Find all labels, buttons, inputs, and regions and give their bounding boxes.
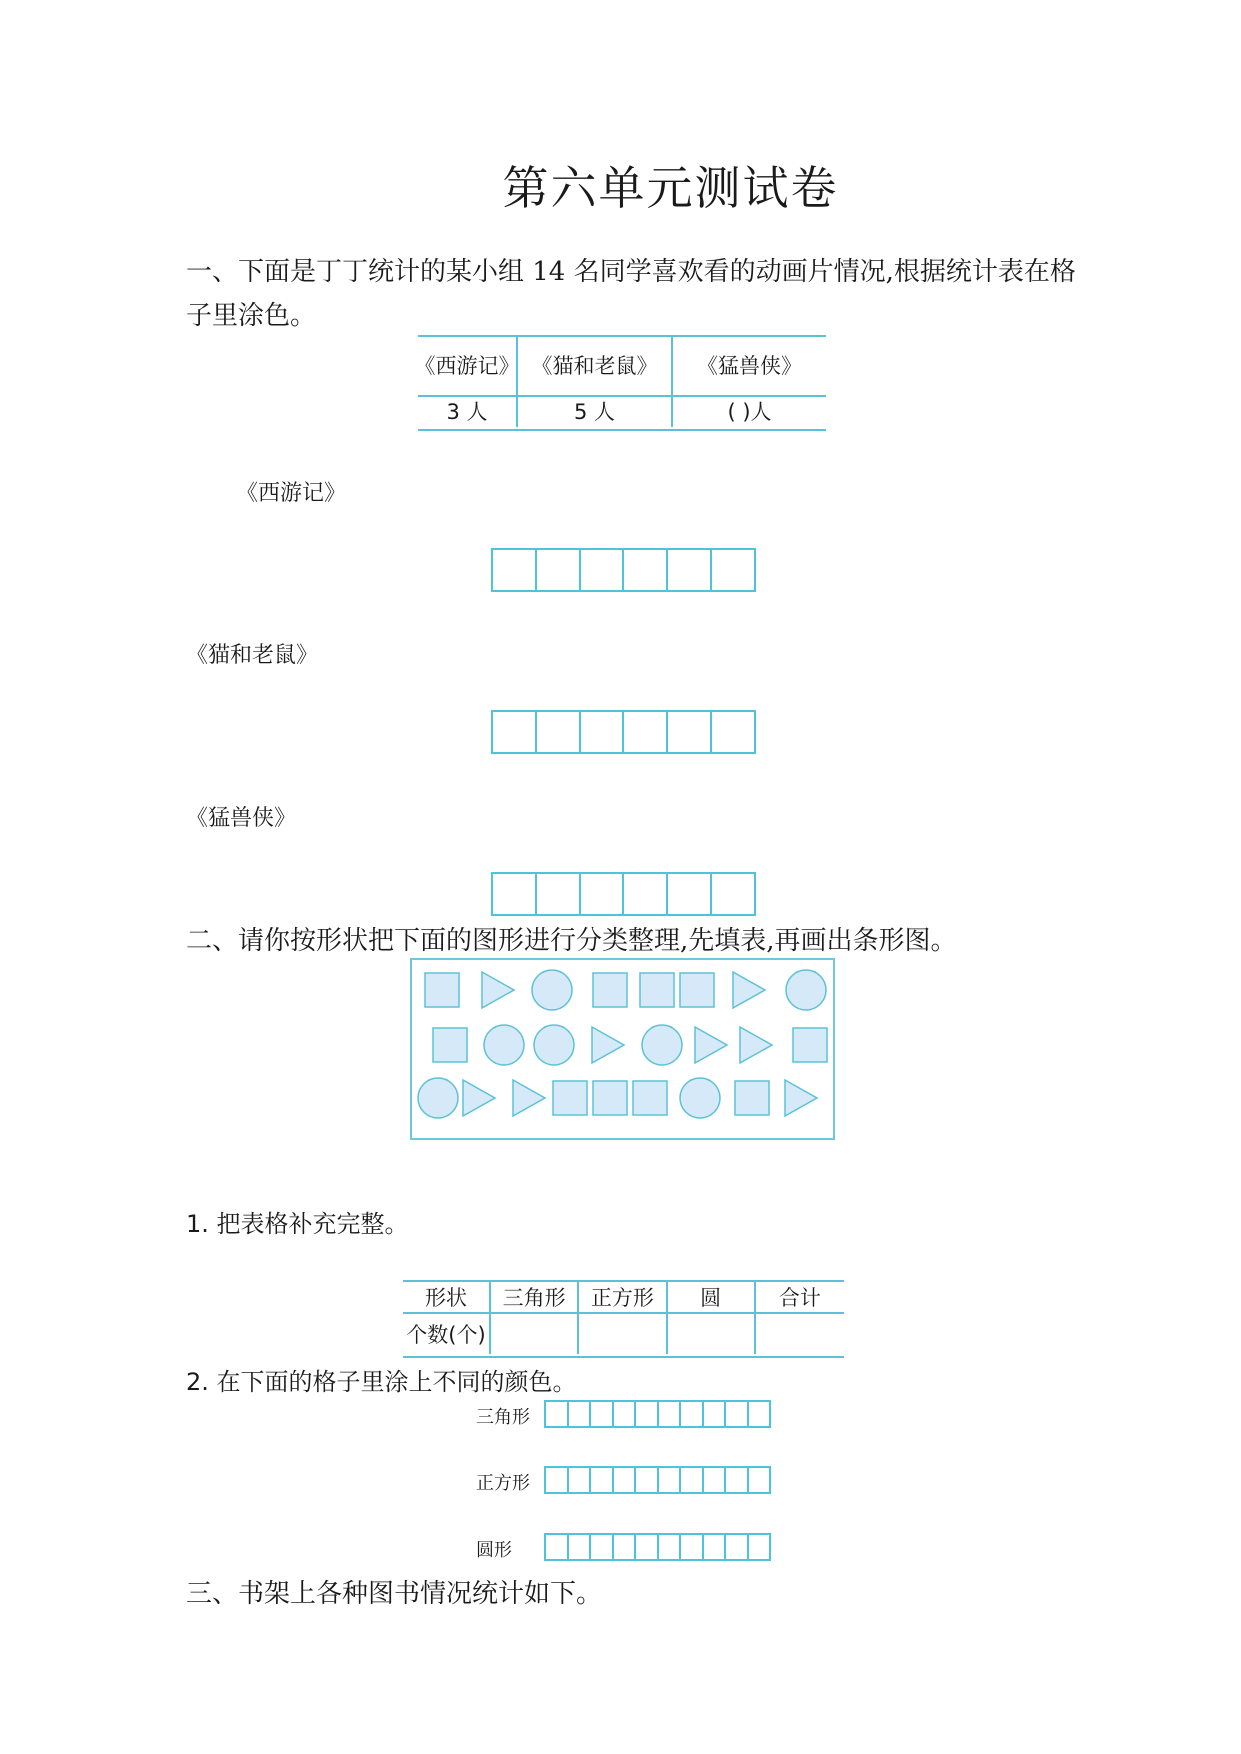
grid-cell[interactable] — [537, 550, 581, 590]
bar-grid-square[interactable] — [544, 1466, 771, 1494]
table-header-row — [414, 337, 826, 397]
table-input-cell[interactable] — [579, 1314, 667, 1354]
grid-cell[interactable] — [493, 712, 537, 752]
q1-text-line2: 子里涂色。 — [186, 301, 317, 331]
grid-cell[interactable] — [712, 874, 756, 914]
grid-cell[interactable] — [581, 550, 625, 590]
q1-label-xiyouji: 《西游记》 — [236, 481, 347, 506]
table-header-cell: 三角形 — [491, 1282, 579, 1312]
square-shape — [680, 973, 714, 1007]
q1-stats-table — [414, 335, 826, 431]
q1-coloring-grid-tomjerry[interactable] — [491, 710, 756, 754]
grid-cell[interactable] — [493, 550, 537, 590]
page-title: 第六单元测试卷 — [502, 161, 839, 215]
square-shape — [640, 973, 674, 1007]
circle-shape — [786, 970, 826, 1010]
q1-coloring-grid-xiyouji[interactable] — [491, 548, 756, 592]
table-input-cell[interactable] — [756, 1314, 844, 1354]
table-cell: ( )人 — [727, 400, 772, 424]
q2-text: 二、请你按形状把下面的图形进行分类整理,先填表,再画出条形图。 — [186, 926, 957, 956]
shapes-figure — [412, 960, 833, 1138]
grid-cell[interactable] — [668, 550, 712, 590]
square-shape — [793, 1028, 827, 1062]
grid-cell[interactable] — [624, 874, 668, 914]
circle-shape — [680, 1078, 720, 1118]
circle-shape — [532, 970, 572, 1010]
table-header-cell: 《猛兽侠》 — [697, 354, 802, 378]
grid-cell[interactable] — [581, 874, 625, 914]
q1-label-tomjerry: 《猫和老鼠》 — [186, 643, 319, 668]
bar-label-circle: 圆形 — [476, 1540, 512, 1561]
table-header-cell: 合计 — [778, 1286, 821, 1310]
q2-sub1: 1. 把表格补充完整。 — [186, 1210, 409, 1238]
table-cell: 5 人 — [518, 397, 673, 427]
circle-shape — [418, 1078, 458, 1118]
table-header-row — [403, 1282, 844, 1314]
q3-text: 三、书架上各种图书情况统计如下。 — [186, 1579, 603, 1609]
grid-cell[interactable] — [581, 712, 625, 752]
square-shape — [433, 1028, 467, 1062]
table-header-cell: 形状 — [403, 1282, 491, 1312]
q2-sub2: 2. 在下面的格子里涂上不同的颜色。 — [186, 1368, 577, 1396]
triangle-shape — [733, 972, 765, 1008]
table-header-cell: 《猫和老鼠》 — [518, 337, 673, 395]
table-input-cell[interactable] — [668, 1314, 756, 1354]
table-row — [418, 397, 826, 427]
square-shape — [593, 973, 627, 1007]
grid-cell[interactable] — [668, 712, 712, 752]
triangle-shape — [740, 1027, 772, 1063]
grid-cell[interactable] — [624, 712, 668, 752]
table-header-cell: 正方形 — [579, 1282, 667, 1312]
triangle-shape — [592, 1027, 624, 1063]
circle-shape — [534, 1025, 574, 1065]
bar-grid-circle[interactable] — [544, 1533, 771, 1561]
grid-cell[interactable] — [668, 874, 712, 914]
q1-coloring-grid-mengshouxia[interactable] — [491, 872, 756, 916]
table-header-cell: 圆 — [668, 1282, 756, 1312]
bar-label-triangle: 三角形 — [476, 1407, 530, 1428]
triangle-shape — [513, 1080, 545, 1116]
triangle-shape — [785, 1080, 817, 1116]
q1-label-mengshouxia: 《猛兽侠》 — [186, 806, 297, 831]
square-shape — [735, 1081, 769, 1115]
grid-cell[interactable] — [537, 712, 581, 752]
bar-grid-triangle[interactable] — [544, 1400, 771, 1428]
grid-cell[interactable] — [493, 874, 537, 914]
grid-cell[interactable] — [712, 550, 756, 590]
grid-cell[interactable] — [537, 874, 581, 914]
square-shape — [633, 1081, 667, 1115]
bar-label-square: 正方形 — [476, 1473, 530, 1494]
grid-cell[interactable] — [712, 712, 756, 752]
circle-shape — [484, 1025, 524, 1065]
table-row — [403, 1314, 844, 1354]
triangle-shape — [463, 1080, 495, 1116]
circle-shape — [642, 1025, 682, 1065]
q2-count-table — [403, 1280, 844, 1358]
table-header-cell: 《西游记》 — [418, 337, 518, 395]
square-shape — [593, 1081, 627, 1115]
table-cell: 3 人 — [418, 397, 518, 427]
square-shape — [553, 1081, 587, 1115]
table-input-cell[interactable] — [491, 1314, 579, 1354]
table-row-label: 个数(个) — [403, 1314, 491, 1354]
square-shape — [425, 973, 459, 1007]
q1-text-line1: 一、下面是丁丁统计的某小组 14 名同学喜欢看的动画片情况,根据统计表在格 — [186, 257, 1076, 287]
grid-cell[interactable] — [624, 550, 668, 590]
q2-shapes-panel — [410, 958, 835, 1140]
triangle-shape — [695, 1027, 727, 1063]
triangle-shape — [482, 972, 514, 1008]
